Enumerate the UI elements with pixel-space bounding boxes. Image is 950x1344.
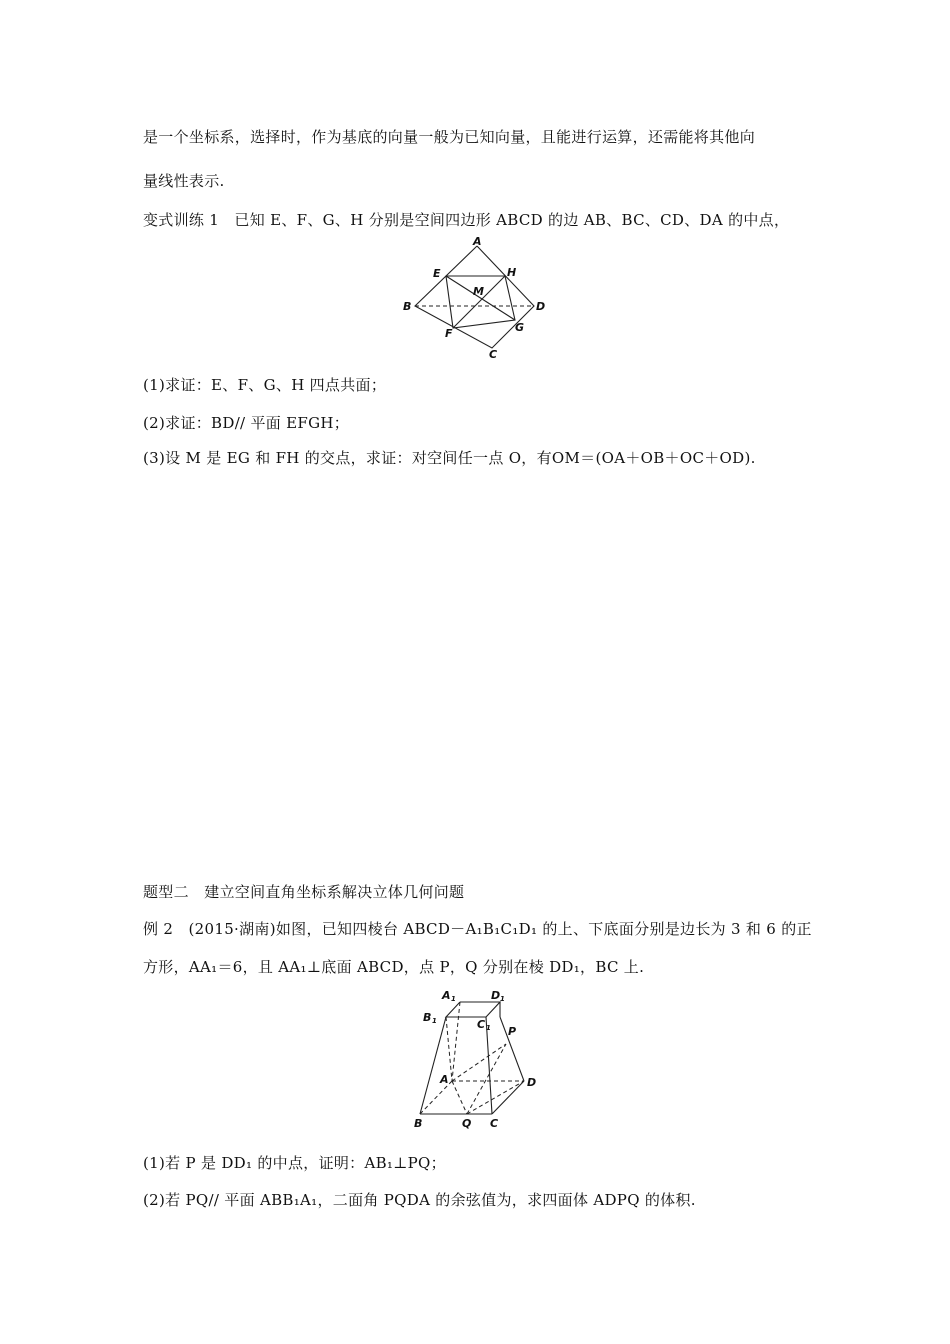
- question-2: (2)若 PQ// 平面 ABB₁A₁，二面角 PQDA 的余弦值为，求四面体 ADPQ 的体积.: [143, 1191, 696, 1209]
- exercise-intro: 变式训练 1 已知 E、F、G、H 分别是空间四边形 ABCD 的边 AB、BC、CD、DA 的中点，: [143, 211, 790, 229]
- question-1: (1)若 P 是 DD₁ 的中点，证明：AB₁⊥PQ；: [143, 1154, 446, 1172]
- example-line: 例 2 (2015·湖南)如图，已知四棱台 ABCD－A₁B₁C₁D₁ 的上、下底面分别是边长为 3 和 6 的正: [143, 920, 812, 938]
- label-c: C: [490, 1117, 499, 1130]
- label-c1: C: [477, 1018, 486, 1031]
- question-2: (2)求证：BD// 平面 EFGH；: [143, 414, 350, 432]
- label-f: F: [445, 327, 453, 340]
- example-line: 方形，AA₁＝6，且 AA₁⊥底面 ABCD，点 P，Q 分别在棱 DD₁，BC 上.: [143, 958, 645, 976]
- question-1: (1)求证：E、F、G、H 四点共面；: [143, 376, 387, 394]
- label-a: A: [440, 1073, 449, 1086]
- label-a: A: [473, 235, 482, 248]
- label-h: H: [507, 266, 517, 279]
- label-a1: A: [442, 989, 451, 1002]
- label-d1-subscript: 1: [500, 995, 505, 1003]
- label-p: P: [508, 1025, 517, 1038]
- frustum-figure: [408, 987, 548, 1132]
- paragraph-line: 是一个坐标系，选择时，作为基底的向量一般为已知向量，且能进行运算，还需能将其他向: [143, 128, 756, 146]
- label-b1: B: [423, 1011, 432, 1024]
- label-d1: D: [491, 989, 501, 1002]
- label-e: E: [433, 267, 441, 280]
- label-c1-subscript: 1: [486, 1024, 491, 1032]
- label-d: D: [527, 1076, 537, 1089]
- quadrilateral-figure: [397, 234, 557, 359]
- label-q: Q: [462, 1117, 472, 1130]
- label-b: B: [403, 300, 412, 313]
- label-a1-subscript: 1: [451, 995, 456, 1003]
- label-b1-subscript: 1: [432, 1017, 437, 1025]
- label-g: G: [515, 321, 525, 334]
- label-c: C: [489, 348, 498, 359]
- label-b: B: [414, 1117, 423, 1130]
- question-3: (3)设 M 是 EG 和 FH 的交点，求证：对空间任一点 O，有OM＝(OA＋OB＋OC＋OD).: [143, 449, 756, 467]
- label-m: M: [473, 285, 484, 298]
- paragraph-line: 量线性表示.: [143, 172, 225, 190]
- section-title: 题型二 建立空间直角坐标系解决立体几何问题: [143, 883, 465, 901]
- label-d: D: [536, 300, 546, 313]
